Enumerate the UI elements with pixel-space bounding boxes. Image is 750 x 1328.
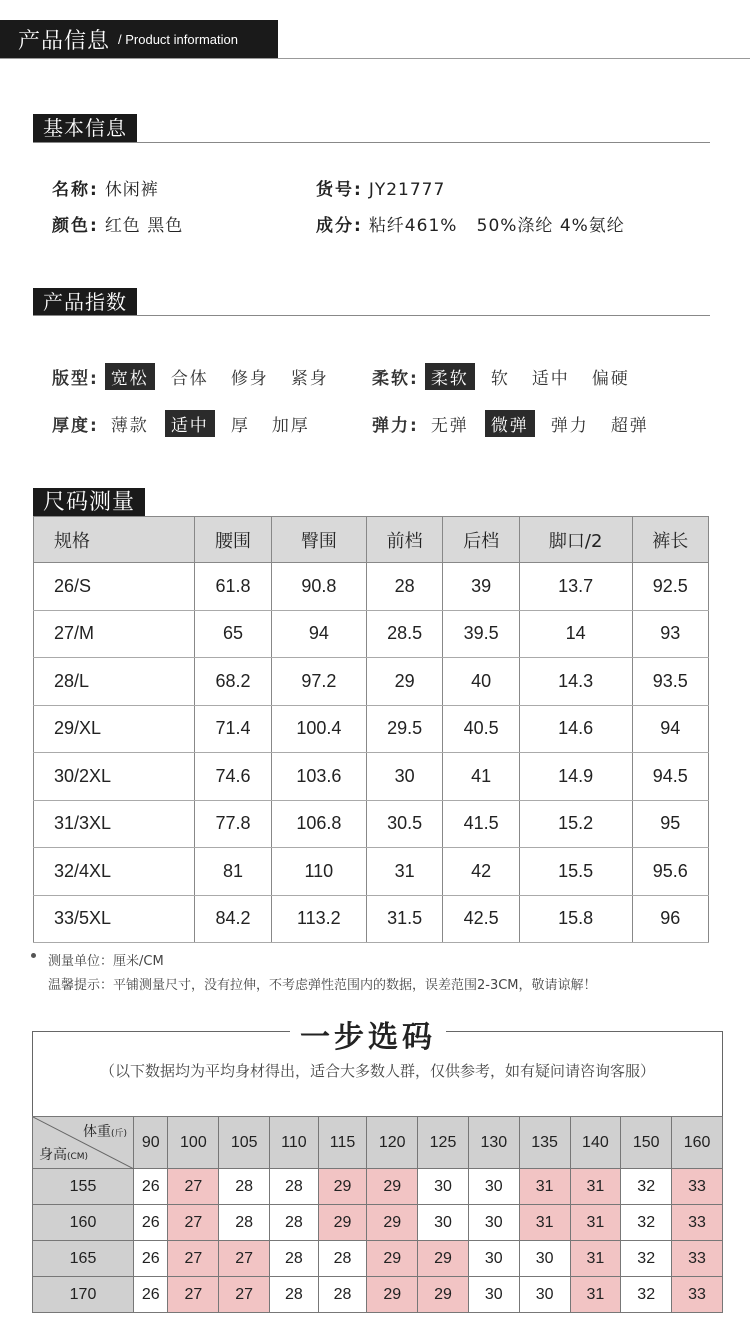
size-cell: 113.2 [271, 895, 366, 943]
fit-label: 版型: [52, 369, 99, 389]
size-picker-cell: 29 [318, 1169, 367, 1205]
material-field [316, 211, 625, 236]
name-value: 休闲裤 [104, 180, 159, 200]
size-picker-cell: 28 [219, 1205, 270, 1241]
size-picker-subtitle: （以下数据均为平均身材得出，适合大多数人群，仅供参考，如有疑问请咨询客服） [99, 1062, 655, 1080]
warm-tip-note: 温馨提示：平铺测量尺寸，没有拉伸，不考虑弹性范围内的数据，误差范围2-3CM，敬请谅解！ [48, 978, 597, 993]
color-value: 红色 黑色 [104, 216, 184, 236]
size-cell: 94 [271, 610, 366, 658]
size-picker-cell: 29 [367, 1205, 418, 1241]
size-picker-cell: 33 [672, 1205, 723, 1241]
elastic-label: 弹力: [372, 416, 419, 436]
size-cell: 15.5 [519, 848, 632, 896]
weight-header: 90 [134, 1117, 168, 1169]
corner-weight: 体重(斤) [82, 1124, 127, 1140]
section-index-divider [33, 315, 710, 316]
weight-header: 110 [270, 1117, 319, 1169]
size-picker-cell: 30 [519, 1241, 570, 1277]
size-cell: 32/4XL [34, 848, 195, 896]
elastic-option: 无弹 [430, 416, 469, 436]
size-cell: 14.3 [519, 658, 632, 706]
size-cell: 39.5 [443, 610, 519, 658]
size-picker-cell: 28 [318, 1277, 367, 1313]
color-label: 颜色: [52, 216, 99, 236]
section-basic-divider [33, 142, 710, 143]
weight-header: 120 [367, 1117, 418, 1169]
size-cell: 95.6 [632, 848, 709, 896]
index-row-fit [52, 363, 345, 390]
size-cell: 94.5 [632, 753, 709, 801]
height-header: 170 [33, 1277, 134, 1313]
size-cell: 13.7 [519, 563, 632, 611]
size-cell: 29.5 [366, 705, 442, 753]
soft-option: 偏硬 [591, 369, 630, 389]
weight-header: 125 [418, 1117, 469, 1169]
index-row-elasticity [372, 410, 665, 437]
size-picker-cell: 29 [318, 1205, 367, 1241]
index-row-thickness [52, 410, 326, 437]
size-picker-cell: 30 [468, 1205, 519, 1241]
section-size-title: 尺码测量 [33, 488, 145, 518]
size-picker-cell: 30 [418, 1205, 469, 1241]
size-picker-cell: 29 [367, 1169, 418, 1205]
size-cell: 31.5 [366, 895, 442, 943]
name-label: 名称: [52, 180, 99, 200]
size-table-row [34, 563, 709, 611]
size-cell: 40 [443, 658, 519, 706]
fit-option: 紧身 [290, 369, 329, 389]
size-cell: 29 [366, 658, 442, 706]
size-picker-row [33, 1205, 723, 1241]
size-picker-title: 一步选码 [290, 1012, 446, 1056]
size-col-header: 后档 [443, 517, 519, 563]
size-cell: 39 [443, 563, 519, 611]
size-cell: 110 [271, 848, 366, 896]
size-picker-cell: 31 [570, 1205, 621, 1241]
size-cell: 97.2 [271, 658, 366, 706]
weight-header: 160 [672, 1117, 723, 1169]
weight-header: 130 [468, 1117, 519, 1169]
size-table-row [34, 610, 709, 658]
size-picker-cell: 29 [367, 1277, 418, 1313]
size-cell: 14.9 [519, 753, 632, 801]
size-picker-cell: 31 [570, 1277, 621, 1313]
size-cell: 30.5 [366, 800, 442, 848]
index-row-softness [372, 363, 646, 390]
height-header: 155 [33, 1169, 134, 1205]
weight-header: 115 [318, 1117, 367, 1169]
size-picker-cell: 27 [168, 1277, 219, 1313]
size-picker-table [32, 1116, 723, 1313]
size-picker-cell: 33 [672, 1277, 723, 1313]
size-picker-cell: 27 [219, 1277, 270, 1313]
size-picker-cell: 32 [621, 1277, 672, 1313]
size-cell: 26/S [34, 563, 195, 611]
size-picker-row [33, 1169, 723, 1205]
thick-option: 适中 [165, 410, 215, 437]
elastic-option: 超弹 [610, 416, 649, 436]
size-cell: 14.6 [519, 705, 632, 753]
size-cell: 103.6 [271, 753, 366, 801]
size-picker-cell: 26 [134, 1169, 168, 1205]
size-picker-cell: 30 [418, 1169, 469, 1205]
size-picker-cell: 32 [621, 1241, 672, 1277]
size-cell: 81 [195, 848, 271, 896]
size-picker-cell: 31 [570, 1241, 621, 1277]
fit-option: 合体 [170, 369, 209, 389]
elastic-option: 弹力 [550, 416, 589, 436]
size-picker-cell: 32 [621, 1169, 672, 1205]
header-divider [0, 58, 750, 59]
size-picker-cell: 30 [519, 1277, 570, 1313]
size-cell: 100.4 [271, 705, 366, 753]
corner-height: 身高(CM) [39, 1147, 89, 1163]
size-cell: 31/3XL [34, 800, 195, 848]
size-cell: 41.5 [443, 800, 519, 848]
size-picker-cell: 31 [519, 1169, 570, 1205]
size-picker-cell: 28 [318, 1241, 367, 1277]
weight-header: 140 [570, 1117, 621, 1169]
size-cell: 84.2 [195, 895, 271, 943]
size-cell: 77.8 [195, 800, 271, 848]
section-basic-title: 基本信息 [33, 114, 137, 142]
size-picker-cell: 26 [134, 1277, 168, 1313]
color-field [52, 211, 183, 236]
weight-header: 135 [519, 1117, 570, 1169]
size-cell: 42.5 [443, 895, 519, 943]
sku-field [316, 175, 445, 200]
note-bullet [31, 953, 36, 958]
size-table-row [34, 895, 709, 943]
size-cell: 74.6 [195, 753, 271, 801]
material-value: 粘纤461% 50%涤纶 4%氨纶 [368, 216, 625, 236]
size-table-row [34, 848, 709, 896]
size-picker-cell: 27 [219, 1241, 270, 1277]
size-picker-cell: 28 [219, 1169, 270, 1205]
size-cell: 14 [519, 610, 632, 658]
page-header [0, 20, 278, 58]
size-picker-cell: 28 [270, 1277, 319, 1313]
thick-option: 厚 [230, 416, 250, 436]
elastic-option: 微弹 [485, 410, 535, 437]
size-cell: 42 [443, 848, 519, 896]
size-cell: 106.8 [271, 800, 366, 848]
material-label: 成分: [316, 216, 363, 236]
size-cell: 95 [632, 800, 709, 848]
fit-option: 宽松 [105, 363, 155, 390]
size-table [33, 516, 709, 943]
height-header: 160 [33, 1205, 134, 1241]
size-cell: 94 [632, 705, 709, 753]
size-picker-cell: 28 [270, 1169, 319, 1205]
size-cell: 30 [366, 753, 442, 801]
soft-option: 软 [490, 369, 510, 389]
size-picker-cell: 27 [168, 1241, 219, 1277]
size-picker-cell: 27 [168, 1205, 219, 1241]
size-picker-cell: 28 [270, 1205, 319, 1241]
size-cell: 96 [632, 895, 709, 943]
size-picker-cell: 26 [134, 1205, 168, 1241]
size-col-header: 前档 [366, 517, 442, 563]
size-cell: 28 [366, 563, 442, 611]
size-picker-row [33, 1277, 723, 1313]
size-col-header: 腰围 [195, 517, 271, 563]
size-cell: 28.5 [366, 610, 442, 658]
size-picker-row [33, 1241, 723, 1277]
size-picker-cell: 27 [168, 1169, 219, 1205]
size-cell: 15.8 [519, 895, 632, 943]
size-picker-cell: 29 [418, 1241, 469, 1277]
size-cell: 61.8 [195, 563, 271, 611]
size-picker-cell: 32 [621, 1205, 672, 1241]
thick-option: 薄款 [110, 416, 149, 436]
thick-option: 加厚 [271, 416, 310, 436]
sku-label: 货号: [316, 180, 363, 200]
size-cell: 93.5 [632, 658, 709, 706]
size-col-header: 臀围 [271, 517, 366, 563]
size-picker-cell: 30 [468, 1169, 519, 1205]
size-cell: 41 [443, 753, 519, 801]
size-picker-cell: 31 [519, 1205, 570, 1241]
size-picker-cell: 29 [418, 1277, 469, 1313]
thick-label: 厚度: [52, 416, 99, 436]
section-index-title: 产品指数 [33, 288, 137, 316]
name-field [52, 175, 159, 200]
size-picker-cell: 30 [468, 1277, 519, 1313]
weight-header: 100 [168, 1117, 219, 1169]
size-table-row [34, 705, 709, 753]
size-cell: 28/L [34, 658, 195, 706]
size-cell: 33/5XL [34, 895, 195, 943]
size-cell: 65 [195, 610, 271, 658]
soft-option: 适中 [531, 369, 570, 389]
size-picker-cell: 26 [134, 1241, 168, 1277]
size-table-header [34, 517, 709, 563]
size-cell: 29/XL [34, 705, 195, 753]
size-picker-header [33, 1117, 723, 1169]
measure-unit-note: 测量单位：厘米/CM [48, 954, 164, 969]
sku-value: JY21777 [368, 180, 446, 200]
fit-option: 修身 [230, 369, 269, 389]
page-title: 产品信息 [18, 28, 111, 54]
size-picker-cell: 29 [367, 1241, 418, 1277]
soft-option: 柔软 [425, 363, 475, 390]
size-table-row [34, 800, 709, 848]
size-cell: 30/2XL [34, 753, 195, 801]
weight-header: 150 [621, 1117, 672, 1169]
page-subtitle: / Product information [118, 31, 238, 47]
size-cell: 27/M [34, 610, 195, 658]
size-picker-cell: 30 [468, 1241, 519, 1277]
size-picker-cell: 33 [672, 1169, 723, 1205]
size-cell: 68.2 [195, 658, 271, 706]
size-cell: 40.5 [443, 705, 519, 753]
size-table-row [34, 753, 709, 801]
size-cell: 92.5 [632, 563, 709, 611]
size-cell: 31 [366, 848, 442, 896]
size-cell: 15.2 [519, 800, 632, 848]
size-picker-cell: 28 [270, 1241, 319, 1277]
size-table-row [34, 658, 709, 706]
soft-label: 柔软: [372, 369, 419, 389]
height-header: 165 [33, 1241, 134, 1277]
weight-header: 105 [219, 1117, 270, 1169]
size-picker-cell: 33 [672, 1241, 723, 1277]
size-picker-corner [33, 1117, 134, 1169]
size-col-header: 规格 [34, 517, 195, 563]
size-cell: 93 [632, 610, 709, 658]
size-cell: 90.8 [271, 563, 366, 611]
size-picker-cell: 31 [570, 1169, 621, 1205]
size-col-header: 裤长 [632, 517, 709, 563]
size-cell: 71.4 [195, 705, 271, 753]
size-col-header: 脚口/2 [519, 517, 632, 563]
